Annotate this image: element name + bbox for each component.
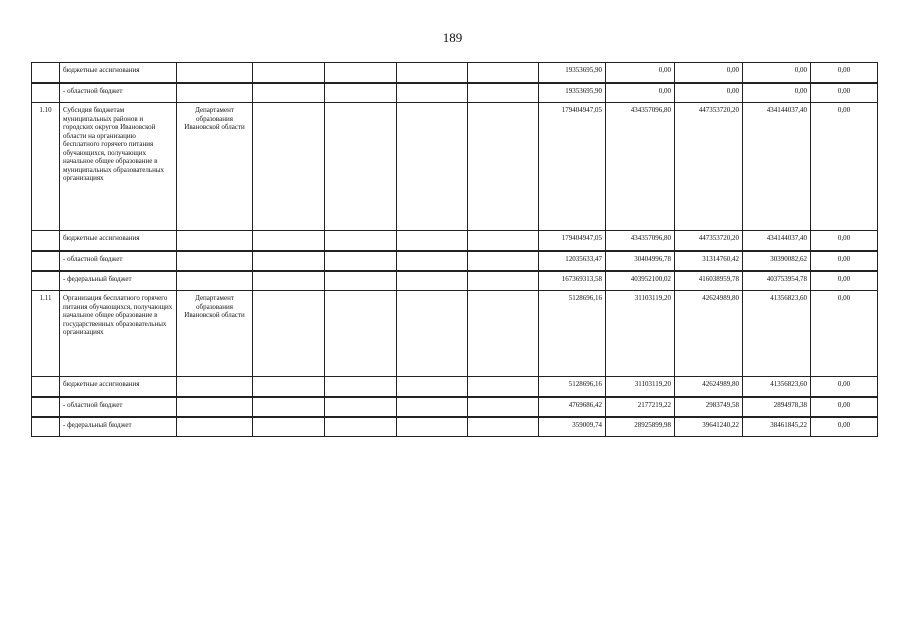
empty-cell	[325, 291, 397, 377]
value-cell: 0,00	[811, 417, 878, 437]
row-code	[32, 397, 60, 417]
value-cell: 19353695,90	[539, 83, 606, 103]
value-cell: 434144037,40	[743, 231, 811, 251]
row-code: 1.10	[32, 103, 60, 231]
empty-cell	[325, 63, 397, 83]
value-cell: 416038959,78	[675, 271, 743, 291]
row-code	[32, 231, 60, 251]
row-executor	[177, 271, 253, 291]
empty-cell	[468, 63, 539, 83]
row-executor	[177, 417, 253, 437]
empty-cell	[397, 377, 468, 397]
row-name: - федеральный бюджет	[60, 417, 177, 437]
value-cell: 30404996,78	[606, 251, 675, 271]
value-cell: 31314760,42	[675, 251, 743, 271]
empty-cell	[253, 231, 325, 251]
value-cell: 434144037,40	[743, 103, 811, 231]
row-name: - областной бюджет	[60, 83, 177, 103]
row-executor	[177, 251, 253, 271]
table-row	[32, 377, 878, 397]
value-cell: 39641240,22	[675, 417, 743, 437]
row-code: 1.11	[32, 291, 60, 377]
value-cell: 0,00	[811, 231, 878, 251]
empty-cell	[468, 251, 539, 271]
value-cell: 179404947,05	[539, 103, 606, 231]
row-code	[32, 83, 60, 103]
table-row	[32, 291, 878, 377]
value-cell: 0,00	[743, 63, 811, 83]
empty-cell	[253, 377, 325, 397]
empty-cell	[468, 271, 539, 291]
empty-cell	[253, 251, 325, 271]
empty-cell	[468, 291, 539, 377]
empty-cell	[397, 397, 468, 417]
row-code	[32, 271, 60, 291]
value-cell: 19353695,90	[539, 63, 606, 83]
empty-cell	[468, 377, 539, 397]
value-cell: 0,00	[743, 83, 811, 103]
row-executor	[177, 63, 253, 83]
value-cell: 2894978,38	[743, 397, 811, 417]
table-row	[32, 251, 878, 271]
table-row	[32, 63, 878, 83]
empty-cell	[325, 251, 397, 271]
row-executor	[177, 377, 253, 397]
value-cell: 2983749,58	[675, 397, 743, 417]
budget-table	[31, 62, 878, 437]
empty-cell	[253, 271, 325, 291]
empty-cell	[325, 83, 397, 103]
empty-cell	[397, 271, 468, 291]
row-executor: Департамент образования Ивановской области	[177, 103, 253, 231]
empty-cell	[397, 103, 468, 231]
row-code	[32, 251, 60, 271]
table-body	[32, 63, 878, 437]
empty-cell	[468, 231, 539, 251]
row-code	[32, 63, 60, 83]
row-executor	[177, 83, 253, 103]
empty-cell	[253, 417, 325, 437]
empty-cell	[468, 397, 539, 417]
empty-cell	[325, 231, 397, 251]
value-cell: 434357096,80	[606, 103, 675, 231]
value-cell: 28925899,98	[606, 417, 675, 437]
value-cell: 41356823,60	[743, 377, 811, 397]
value-cell: 31103119,20	[606, 377, 675, 397]
value-cell: 12035633,47	[539, 251, 606, 271]
row-code	[32, 417, 60, 437]
row-name: бюджетные ассигнования	[60, 377, 177, 397]
value-cell: 447353720,20	[675, 231, 743, 251]
row-executor: Департамент образования Ивановской области	[177, 291, 253, 377]
empty-cell	[468, 103, 539, 231]
row-name: - областной бюджет	[60, 397, 177, 417]
row-name: Организация бесплатного горячего питания обучающихся, получающих начальное общее образование в государственных образовательных организациях	[60, 291, 177, 377]
value-cell: 0,00	[606, 63, 675, 83]
empty-cell	[253, 397, 325, 417]
empty-cell	[468, 417, 539, 437]
empty-cell	[397, 231, 468, 251]
table-row	[32, 397, 878, 417]
empty-cell	[253, 291, 325, 377]
value-cell: 403753954,78	[743, 271, 811, 291]
empty-cell	[253, 83, 325, 103]
table-row	[32, 83, 878, 103]
value-cell: 5128696,16	[539, 291, 606, 377]
empty-cell	[325, 271, 397, 291]
empty-cell	[397, 251, 468, 271]
empty-cell	[325, 417, 397, 437]
value-cell: 31103119,20	[606, 291, 675, 377]
value-cell: 0,00	[811, 83, 878, 103]
value-cell: 0,00	[675, 63, 743, 83]
value-cell: 38461845,22	[743, 417, 811, 437]
value-cell: 179404947,05	[539, 231, 606, 251]
value-cell: 0,00	[811, 103, 878, 231]
table-row	[32, 103, 878, 231]
value-cell: 0,00	[675, 83, 743, 103]
row-executor	[177, 231, 253, 251]
value-cell: 434357096,80	[606, 231, 675, 251]
value-cell: 42624989,80	[675, 291, 743, 377]
empty-cell	[397, 83, 468, 103]
value-cell: 42624989,80	[675, 377, 743, 397]
empty-cell	[325, 377, 397, 397]
row-code	[32, 377, 60, 397]
row-name: - федеральный бюджет	[60, 271, 177, 291]
value-cell: 359009,74	[539, 417, 606, 437]
row-name: бюджетные ассигнования	[60, 231, 177, 251]
value-cell: 5128696,16	[539, 377, 606, 397]
row-name: - областной бюджет	[60, 251, 177, 271]
value-cell: 0,00	[811, 377, 878, 397]
value-cell: 0,00	[811, 271, 878, 291]
empty-cell	[468, 83, 539, 103]
row-name: Субсидия бюджетам муниципальных районов и городских округов Ивановской области на организацию бесплатного горячего питания обучающихся, получающих начальное общее образование в муниципальных образовательных организациях	[60, 103, 177, 231]
empty-cell	[253, 103, 325, 231]
row-executor	[177, 397, 253, 417]
empty-cell	[325, 397, 397, 417]
empty-cell	[397, 417, 468, 437]
row-name: бюджетные ассигнования	[60, 63, 177, 83]
value-cell: 0,00	[811, 63, 878, 83]
empty-cell	[397, 291, 468, 377]
value-cell: 167369313,58	[539, 271, 606, 291]
value-cell: 0,00	[811, 397, 878, 417]
page-number: 189	[442, 30, 463, 45]
value-cell: 0,00	[811, 251, 878, 271]
value-cell: 447353720,20	[675, 103, 743, 231]
value-cell: 30390082,62	[743, 251, 811, 271]
value-cell: 0,00	[811, 291, 878, 377]
empty-cell	[325, 103, 397, 231]
value-cell: 2177219,22	[606, 397, 675, 417]
value-cell: 4769686,42	[539, 397, 606, 417]
empty-cell	[253, 63, 325, 83]
value-cell: 0,00	[606, 83, 675, 103]
value-cell: 403952100,02	[606, 271, 675, 291]
table-row	[32, 271, 878, 291]
table-row	[32, 417, 878, 437]
table-row	[32, 231, 878, 251]
value-cell: 41356823,60	[743, 291, 811, 377]
empty-cell	[397, 63, 468, 83]
